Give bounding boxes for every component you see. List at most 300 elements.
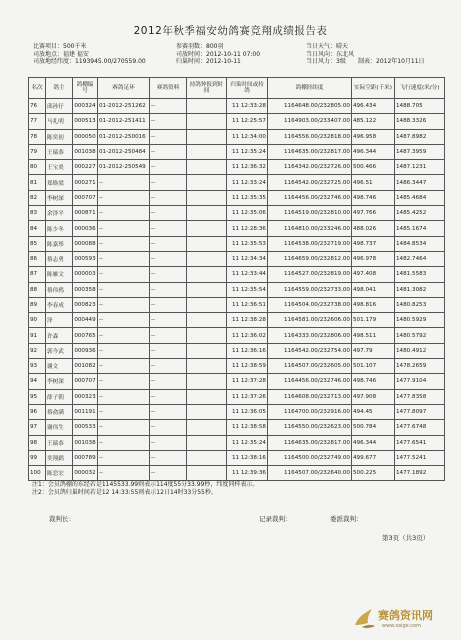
cell-clock-time [187,267,227,282]
cell-return-time: 11 12:33:24 [227,175,268,190]
cell-pigeon-info: -- [150,297,187,312]
table-row [29,374,445,389]
cell-return-time: 11 12:35:53 [227,236,268,251]
cell-clock-time [187,160,227,175]
cell-speed: 1484.8534 [395,236,445,251]
cell-loft-id: 001082 [73,359,98,374]
cell-rank: 81 [29,175,46,190]
cell-ring: 01-2012-250016 [98,129,150,144]
cell-rank: 93 [29,359,46,374]
meta-wind-direction: 当日风向：东北风 [306,50,355,58]
cell-pigeon-info: -- [150,251,187,266]
cell-distance: 498.511 [352,328,395,343]
cell-coords: 1164507.00/232640.00 [268,466,352,481]
cell-coords: 1164500.00/232749.00 [268,450,352,465]
made-date: 制表：2012年10月11日 [358,58,425,65]
cell-distance: 497.908 [352,389,395,404]
cell-owner: 王宝炎 [46,160,73,175]
cell-loft-id: 000324 [73,99,98,114]
note-1: 注1：会员鸽棚的东经若是1145533.99则表示114度55分33.99秒，纬度同样表示。 [32,481,259,488]
cell-owner: 李树深 [46,190,73,205]
results-table [28,77,445,481]
cell-return-time: 11 12:38:58 [227,420,268,435]
cell-clock-time [187,221,227,236]
cell-rank: 96 [29,404,46,419]
cell-clock-time [187,343,227,358]
meta-right [306,43,354,66]
cell-ring: -- [98,175,150,190]
cell-return-time: 11 12:33:28 [227,99,268,114]
table-row [29,206,445,221]
cell-pigeon-info: -- [150,221,187,236]
header-ring: 赛鸽足环 [98,78,150,99]
cell-return-time: 11 12:28:36 [227,221,268,236]
header-return-time: 归巢时间或持鸽 [227,78,268,99]
cell-rank: 91 [29,328,46,343]
cell-return-time: 11 12:36:51 [227,297,268,312]
cell-ring: 01-2012-251262 [98,99,150,114]
cell-return-time: 11 12:33:44 [227,267,268,282]
cell-speed: 1477.6748 [395,420,445,435]
meta-return-time: 归巢时间：2012-10-11 [176,58,241,65]
cell-ring: -- [98,359,150,374]
pigeon-logo-icon [352,603,378,631]
cell-ring: -- [98,267,150,282]
cell-coords: 1164507.00/232605.00 [268,359,352,374]
watermark-logo [352,603,452,633]
cell-loft-id: 000050 [73,129,98,144]
cell-speed: 1477.5241 [395,450,445,465]
cell-distance: 500.466 [352,160,395,175]
cell-owner: 李树深 [46,374,73,389]
cell-owner: 马礼明 [46,114,73,129]
cell-loft-id: 001038 [73,435,98,450]
cell-coords: 1164581.00/232606.00 [268,313,352,328]
cell-clock-time [187,206,227,221]
cell-return-time: 11 12:36:05 [227,404,268,419]
cell-loft-id: 000533 [73,420,98,435]
cell-clock-time [187,328,227,343]
cell-loft-id: 000358 [73,282,98,297]
cell-clock-time [187,236,227,251]
cell-ring: -- [98,404,150,419]
cell-rank: 82 [29,190,46,205]
cell-clock-time [187,114,227,129]
cell-distance: 500.225 [352,466,395,481]
cell-rank: 97 [29,420,46,435]
cell-rank: 79 [29,144,46,159]
cell-speed: 1480.5929 [395,313,445,328]
cell-owner: 陈嘉彤 [46,236,73,251]
cell-coords: 1164659.00/232812.00 [268,251,352,266]
logo-name: 赛鸽资讯网 [378,609,433,622]
cell-distance: 498.746 [352,190,395,205]
table-row [29,144,445,159]
cell-return-time: 11 12:25:57 [227,114,268,129]
cell-speed: 1481.3082 [395,282,445,297]
cell-coords: 1164542.00/232754.00 [268,343,352,358]
cell-pigeon-info: -- [150,313,187,328]
cell-clock-time [187,313,227,328]
cell-coords: 1164556.00/232818.00 [268,129,352,144]
cell-distance: 501.107 [352,359,395,374]
cell-speed: 1485.1674 [395,221,445,236]
cell-coords: 1164608.00/232713.00 [268,389,352,404]
meta-release-time: 司放时间：2012-10-11 07:00 [176,50,261,58]
table-row [29,313,445,328]
cell-loft-id: 000707 [73,190,98,205]
cell-clock-time [187,190,227,205]
cell-pigeon-info: -- [150,359,187,374]
cell-coords: 1164635.00/232817.00 [268,435,352,450]
cell-rank: 78 [29,129,46,144]
cell-distance: 501.179 [352,313,395,328]
cell-loft-id: 000032 [73,466,98,481]
meta-left [33,43,146,66]
cell-rank: 85 [29,236,46,251]
table-row [29,175,445,190]
cell-ring: -- [98,420,150,435]
cell-ring: -- [98,328,150,343]
cell-loft-id: 001038 [73,144,98,159]
cell-speed: 1485.4684 [395,190,445,205]
cell-speed: 1487.1231 [395,160,445,175]
cell-owner: 蔡志勇 [46,251,73,266]
cell-ring: -- [98,466,150,481]
table-row [29,221,445,236]
table-row [29,267,445,282]
cell-ring: 01-2012-251411 [98,114,150,129]
cell-distance: 498.737 [352,236,395,251]
cell-owner: 奕翔鹞 [46,450,73,465]
cell-owner: 郑焕梁 [46,175,73,190]
cell-return-time: 11 12:34:00 [227,129,268,144]
cell-coords: 1164456.00/232746.00 [268,374,352,389]
meta-release-coords: 司放地经纬度：1193945.00/270559.00 [33,58,146,65]
cell-clock-time [187,466,227,481]
cell-rank: 80 [29,160,46,175]
cell-pigeon-info: -- [150,206,187,221]
cell-ring: -- [98,190,150,205]
header-speed: 飞行速度(米/分) [395,78,445,99]
cell-ring: -- [98,206,150,221]
cell-pigeon-info: -- [150,389,187,404]
cell-distance: 497.79 [352,343,395,358]
cell-coords: 1164559.00/232733.00 [268,282,352,297]
cell-clock-time [187,144,227,159]
cell-pigeon-info: -- [150,236,187,251]
cell-rank: 99 [29,450,46,465]
meta-race-item: 比赛项目：500千米 [33,43,87,50]
cell-owner: 余泽平 [46,206,73,221]
cell-owner: 陈奕初 [46,129,73,144]
cell-return-time: 11 12:37:28 [227,374,268,389]
cell-distance: 496.978 [352,251,395,266]
cell-pigeon-info: -- [150,267,187,282]
cell-coords: 1164635.00/232817.00 [268,144,352,159]
cell-clock-time [187,404,227,419]
notes [32,481,258,497]
cell-owner: 薛子朝 [46,389,73,404]
cell-ring: -- [98,374,150,389]
cell-return-time: 11 12:38:16 [227,450,268,465]
meta-mid [176,43,260,66]
table-row [29,160,445,175]
cell-owner: 蔡俞满 [46,404,73,419]
cell-speed: 1480.5792 [395,328,445,343]
cell-rank: 100 [29,466,46,481]
cell-rank: 76 [29,99,46,114]
cell-pigeon-info: -- [150,404,187,419]
header-owner: 鸽主 [46,78,73,99]
cell-owner: 王瑞恭 [46,144,73,159]
cell-distance: 496.344 [352,435,395,450]
cell-ring: -- [98,236,150,251]
cell-loft-id: 000003 [73,267,98,282]
cell-loft-id: 000707 [73,374,98,389]
cell-clock-time [187,435,227,450]
cell-owner: 许森 [46,328,73,343]
cell-loft-id: 000789 [73,450,98,465]
cell-rank: 92 [29,343,46,358]
cell-ring: -- [98,313,150,328]
table-row [29,404,445,419]
cell-speed: 1488.705 [395,99,445,114]
cell-clock-time [187,251,227,266]
cell-rank: 89 [29,297,46,312]
cell-ring: -- [98,450,150,465]
cell-coords: 1164342.00/232726.00 [268,160,352,175]
cell-pigeon-info: -- [150,190,187,205]
cell-loft-id: 001191 [73,404,98,419]
table-row [29,236,445,251]
cell-speed: 1477.1892 [395,466,445,481]
cell-speed: 1487.3959 [395,144,445,159]
cell-ring: -- [98,282,150,297]
cell-owner: 蔡伟鸦 [46,282,73,297]
cell-loft-id: 000936 [73,343,98,358]
cell-clock-time [187,389,227,404]
cell-pigeon-info: -- [150,450,187,465]
cell-owner: 李春成 [46,297,73,312]
cell-clock-time [187,359,227,374]
meta-wind-force: 当日风力：3级 [306,58,346,65]
meta-weather: 当日天气：晴天 [306,43,349,50]
cell-owner: 谢文 [46,359,73,374]
cell-clock-time [187,129,227,144]
cell-distance: 497.766 [352,206,395,221]
cell-pigeon-info: -- [150,328,187,343]
cell-return-time: 11 12:36:02 [227,328,268,343]
page-number: 第3页（共3页） [382,534,430,542]
cell-owner: 谢伟生 [46,420,73,435]
cell-ring: -- [98,343,150,358]
cell-loft-id: 000323 [73,389,98,404]
table-row [29,282,445,297]
header-loft-id: 鸽棚编号 [73,78,98,99]
header-coords: 鸽棚经纬度 [268,78,352,99]
cell-ring: -- [98,389,150,404]
cell-coords: 1164456.00/232746.00 [268,190,352,205]
cell-pigeon-info: -- [150,282,187,297]
cell-rank: 90 [29,313,46,328]
cell-coords: 1164550.00/232623.00 [268,420,352,435]
cell-clock-time [187,297,227,312]
cell-return-time: 11 12:35:24 [227,435,268,450]
cell-speed: 1480.4912 [395,343,445,358]
header-clock-time: 持鸽钟报到时间 [187,78,227,99]
cell-clock-time [187,175,227,190]
cell-ring: -- [98,297,150,312]
cell-speed: 1485.4252 [395,206,445,221]
cell-distance: 485.122 [352,114,395,129]
cell-loft-id: 000593 [73,251,98,266]
cell-rank: 86 [29,251,46,266]
cell-pigeon-info: -- [150,466,187,481]
cell-rank: 77 [29,114,46,129]
cell-pigeon-info: -- [150,129,187,144]
cell-return-time: 11 12:36:32 [227,160,268,175]
cell-distance: 498.746 [352,374,395,389]
cell-pigeon-info: -- [150,160,187,175]
cell-return-time: 11 12:35:06 [227,206,268,221]
cell-distance: 498.816 [352,297,395,312]
table-row [29,420,445,435]
cell-return-time: 11 12:35:35 [227,190,268,205]
cell-coords: 1164648.00/232805.00 [268,99,352,114]
cell-clock-time [187,99,227,114]
cell-loft-id: 000271 [73,175,98,190]
cell-coords: 1164527.00/232819.00 [268,267,352,282]
cell-return-time: 11 12:38:59 [227,359,268,374]
cell-speed: 1481.5583 [395,267,445,282]
cell-pigeon-info: -- [150,175,187,190]
cell-coords: 1164810.00/233246.00 [268,221,352,236]
report-title: 2012年秋季福安幼鸽赛竞翔成绩报告表 [133,25,328,37]
table-row [29,297,445,312]
cell-loft-id: 000088 [73,236,98,251]
table-row [29,114,445,129]
cell-return-time: 11 12:39:36 [227,466,268,481]
table-row [29,450,445,465]
cell-rank: 83 [29,206,46,221]
cell-ring: -- [98,435,150,450]
cell-pigeon-info: -- [150,420,187,435]
cell-speed: 1477.6541 [395,435,445,450]
cell-rank: 94 [29,374,46,389]
cell-pigeon-info: -- [150,343,187,358]
cell-ring: 01-2012-250549 [98,160,150,175]
cell-distance: 494.45 [352,404,395,419]
cell-return-time: 11 12:36:16 [227,343,268,358]
cell-distance: 496.434 [352,99,395,114]
cell-rank: 98 [29,435,46,450]
cell-owner: 王瑞恭 [46,435,73,450]
cell-speed: 1480.8253 [395,297,445,312]
cell-speed: 1477.8358 [395,389,445,404]
cell-coords: 1164542.00/232725.00 [268,175,352,190]
table-row [29,435,445,450]
cell-pigeon-info: -- [150,99,187,114]
cell-speed: 1488.3326 [395,114,445,129]
meta-entries: 参赛羽数：800羽 [176,43,224,50]
cell-owner: 郭今武 [46,343,73,358]
logo-url: www.saige.com [382,623,421,629]
cell-distance: 496.958 [352,129,395,144]
cell-ring: -- [98,251,150,266]
cell-loft-id: 000513 [73,114,98,129]
cell-rank: 87 [29,267,46,282]
cell-coords: 1164519.00/232810.00 [268,206,352,221]
sign-record-judge: 记录裁判： [259,515,292,523]
cell-loft-id: 000227 [73,160,98,175]
cell-rank: 95 [29,389,46,404]
cell-pigeon-info: -- [150,144,187,159]
cell-return-time: 11 12:38:28 [227,313,268,328]
table-row [29,190,445,205]
sign-assigned-judge: 委派裁判： [330,515,363,523]
cell-coords: 1164700.00/232916.00 [268,404,352,419]
cell-coords: 1164538.00/232719.00 [268,236,352,251]
cell-loft-id: 000871 [73,206,98,221]
table-row [29,328,445,343]
sign-chief-judge: 裁判长： [49,515,75,523]
cell-ring: 01-2012-250484 [98,144,150,159]
cell-distance: 498.041 [352,282,395,297]
cell-loft-id: 000823 [73,297,98,312]
cell-rank: 88 [29,282,46,297]
table-row [29,359,445,374]
cell-pigeon-info: -- [150,374,187,389]
cell-loft-id: 000036 [73,221,98,236]
table-row [29,466,445,481]
table-header-row [29,78,445,99]
cell-return-time: 11 12:35:54 [227,282,268,297]
cell-distance: 488.026 [352,221,395,236]
table-row [29,251,445,266]
cell-rank: 84 [29,221,46,236]
cell-owner: 邱孙仔 [46,99,73,114]
cell-return-time: 11 12:37:26 [227,389,268,404]
cell-pigeon-info: -- [150,114,187,129]
table-row [29,99,445,114]
cell-owner: 泽 [46,313,73,328]
cell-clock-time [187,420,227,435]
cell-loft-id: 000765 [73,328,98,343]
header-distance: 实际空距(千米) [352,78,395,99]
cell-speed: 1482.7464 [395,251,445,266]
cell-loft-id: 000449 [73,313,98,328]
table-row [29,129,445,144]
cell-distance: 500.784 [352,420,395,435]
cell-return-time: 11 12:34:34 [227,251,268,266]
cell-owner: 陈恋宏 [46,466,73,481]
cell-speed: 1486.3447 [395,175,445,190]
cell-speed: 1478.2659 [395,359,445,374]
cell-coords: 1164903.00/233407.00 [268,114,352,129]
cell-speed: 1487.8982 [395,129,445,144]
cell-speed: 1477.9104 [395,374,445,389]
cell-speed: 1477.8097 [395,404,445,419]
table-row [29,389,445,404]
cell-ring: -- [98,221,150,236]
cell-distance: 497.408 [352,267,395,282]
cell-owner: 陈雁文 [46,267,73,282]
meta-release-place: 司放地点：福建 福安 [33,50,89,58]
header-rank: 名次 [29,78,46,99]
cell-pigeon-info: -- [150,435,187,450]
cell-owner: 陈少冬 [46,221,73,236]
